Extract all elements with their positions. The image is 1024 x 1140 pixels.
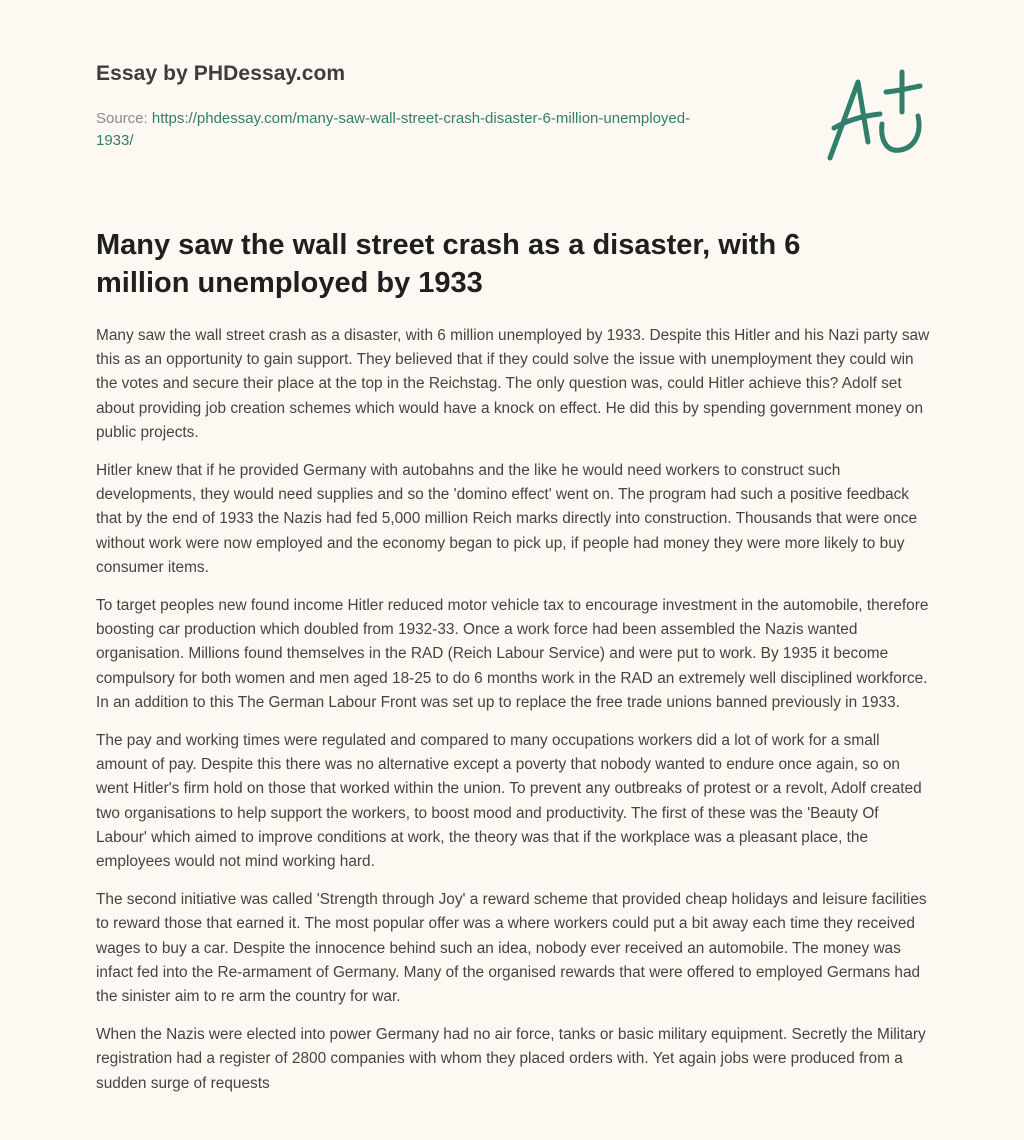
site-brand: Essay by PHDessay.com bbox=[96, 62, 346, 85]
essay-title: Many saw the wall street crash as a disaster, with 6 million unemployed by 1933 bbox=[96, 229, 801, 299]
essay-header bbox=[96, 62, 736, 152]
essay-paragraph: To target peoples new found income Hitler reduced motor vehicle tax to encourage investment in the automobile, therefore boosting car production which doubled from 1932-33. Once a work force had been assembled the Nazis wanted organisation. Millions found themselves in the RAD (Reich Labour Service) and were put to work. By 1935 it become compulsory for both women and men aged 18-25 to do 6 months work in the RAD an extremely well disciplined workforce. In an addition to this The German Labour Front was set up to replace the free trade unions banned previously in 1933. bbox=[96, 597, 929, 711]
source-link[interactable]: https://phdessay.com/many-saw-wall-street-crash-disaster-6-million-unemployed-1933/ bbox=[96, 110, 691, 149]
a-plus-logo-icon bbox=[818, 64, 930, 168]
essay-paragraph: Many saw the wall street crash as a disaster, with 6 million unemployed by 1933. Despite this Hitler and his Nazi party saw this as an opportunity to gain support. They believed that if they could solve the issue with unemployment they could win the votes and secure their place at the top in the Reichstag. The only question was, could Hitler achieve this? Adolf set about providing job creation schemes which would have a knock on effect. He did this by spending government money on public projects. bbox=[96, 327, 930, 441]
source-line bbox=[96, 108, 696, 152]
source-label: Source: bbox=[96, 110, 148, 127]
essay-paragraph: When the Nazis were elected into power Germany had no air force, tanks or basic military equipment. Secretly the Military registration had a register of 2800 companies with whom they placed orders with. Yet again jobs were produced from a sudden surge of requests bbox=[96, 1026, 926, 1092]
essay-paragraph: The second initiative was called 'Strength through Joy' a reward scheme that provided cheap holidays and leisure facilities to reward those that earned it. The most popular offer was a where workers could put a bit away each time they received wages to buy a car. Despite the innocence behind such an idea, nobody ever received an automobile. The money was infact fed into the Re-armament of Germany. Many of the organised rewards that were offered to employed Germans had the sinister aim to re arm the country for war. bbox=[96, 891, 927, 1006]
essay-paragraph: The pay and working times were regulated and compared to many occupations workers did a lot of work for a small amount of pay. Despite this there was no alternative except a poverty that nobody wanted to endure once again, so on went Hitler's firm hold on those that worked within the union. To prevent any outbreaks of protest or a revolt, Adolf created two organisations to help support the workers, to boost mood and productivity. The first of these was the 'Beauty Of Labour' which aimed to improve conditions at work, the theory was that if the workplace was a pleasant place, the employees would not mind working hard. bbox=[96, 732, 922, 871]
essay-body bbox=[96, 324, 932, 1110]
essay-paragraph: Hitler knew that if he provided Germany with autobahns and the like he would need workers to construct such developments, they would need supplies and so the 'domino effect' went on. The program had such a positive feedback that by the end of 1933 the Nazis had fed 5,000 million Reich marks directly into construction. Thousands that were once without work were now employed and the economy began to pick up, if people had money they were more likely to buy consumer items. bbox=[96, 462, 918, 576]
